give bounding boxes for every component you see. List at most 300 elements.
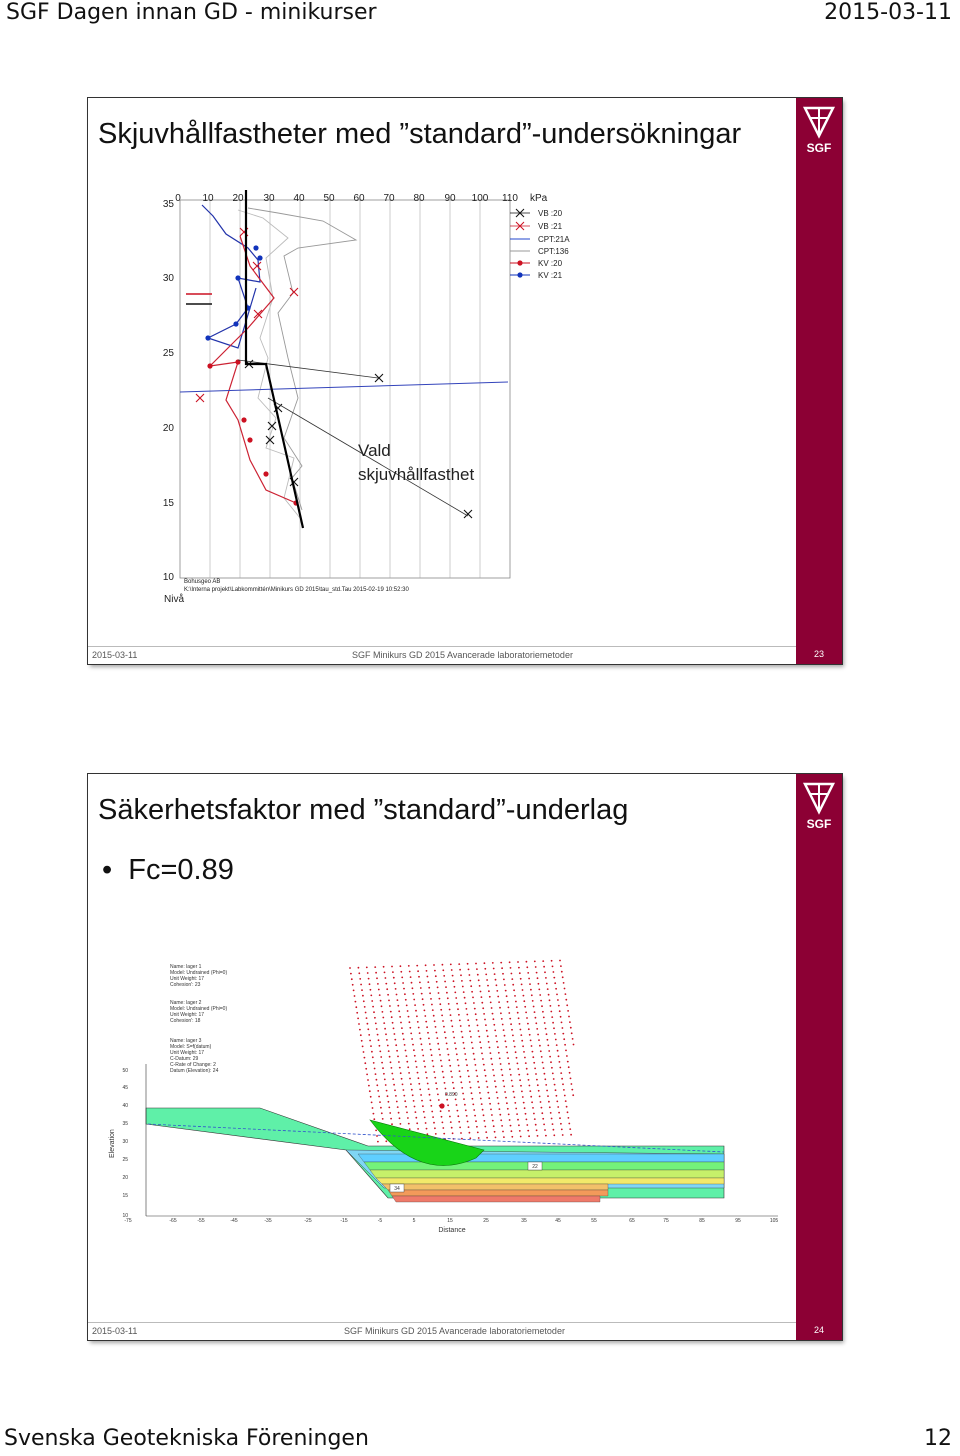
grid-dot [388, 1000, 390, 1002]
grid-dot [399, 1016, 401, 1018]
grid-dot [558, 1005, 560, 1007]
grid-dot [532, 1107, 534, 1109]
grid-dot [555, 1039, 557, 1041]
grid-dot [544, 1129, 546, 1131]
grid-dot [559, 1067, 561, 1069]
grid-dot [511, 1136, 513, 1138]
grid-dot [377, 983, 379, 985]
grid-dot [398, 1112, 400, 1114]
grid-dot [423, 1004, 425, 1006]
grid-dot [475, 1064, 477, 1066]
grid-dot [450, 1121, 452, 1123]
grid-dot [450, 964, 452, 966]
grid-dot [514, 1102, 516, 1104]
grid-dot [509, 961, 511, 963]
grid-dot [379, 1051, 381, 1053]
grid-dot [467, 963, 469, 965]
grid-dot [366, 1017, 368, 1019]
grid-dot [403, 1089, 405, 1091]
grid-dot [506, 1102, 508, 1104]
grid-dot [521, 1040, 523, 1042]
grid-dot [387, 994, 389, 996]
grid-dot [508, 1063, 510, 1065]
grid-dot [437, 1043, 439, 1045]
svg-text:25: 25 [483, 1218, 489, 1224]
grid-dot [448, 1059, 450, 1061]
grid-dot [495, 979, 497, 981]
grid-dot [434, 1020, 436, 1022]
grid-dot [459, 969, 461, 971]
grid-dot [520, 1034, 522, 1036]
grid-dot [409, 971, 411, 973]
grid-dot [524, 1057, 526, 1059]
grid-dot [395, 988, 397, 990]
stability-model [88, 774, 796, 1314]
grid-dot [490, 1002, 492, 1004]
grid-dot [509, 1018, 511, 1020]
grid-dot [517, 961, 519, 963]
grid-dot [561, 1129, 563, 1131]
grid-dot [447, 1048, 449, 1050]
grid-dot [498, 1103, 500, 1105]
grid-dot [478, 1036, 480, 1038]
slide-footer-text: SGF Minikurs GD 2015 Avancerade laboratoriemetoder [344, 1326, 565, 1336]
grid-dot [480, 991, 482, 993]
legend [510, 209, 570, 280]
grid-dot [383, 1073, 385, 1075]
svg-text:45: 45 [555, 1218, 561, 1224]
grid-dot [573, 1044, 575, 1046]
grid-dot [541, 1056, 543, 1058]
grid-dot [507, 1001, 509, 1003]
grid-dot [464, 997, 466, 999]
grid-dot [525, 1113, 527, 1115]
grid-dot [370, 1096, 372, 1098]
grid-dot [458, 1121, 460, 1123]
grid-dot [417, 1072, 419, 1074]
x-tick: 50 [323, 193, 335, 204]
grid-dot [561, 971, 563, 973]
point-label: 22 [532, 1164, 538, 1170]
grid-dot [449, 1116, 451, 1118]
grid-dot [467, 1019, 469, 1021]
grid-dot [521, 1091, 523, 1093]
grid-dot [556, 994, 558, 996]
grid-dot [376, 977, 378, 979]
grid-dot [524, 1107, 526, 1109]
layer3-line: Datum (Elevation): 24 [170, 1068, 219, 1074]
grid-dot [406, 1005, 408, 1007]
legend-item: KV :20 [538, 259, 563, 268]
grid-dot [500, 1012, 502, 1014]
grid-dot [399, 1117, 401, 1119]
grid-dot [418, 976, 420, 978]
grid-dot [451, 1025, 453, 1027]
grid-dot [477, 1081, 479, 1083]
grid-dot [541, 1005, 543, 1007]
grid-dot [422, 998, 424, 1000]
grid-dot [512, 984, 514, 986]
grid-dot [381, 1112, 383, 1114]
grid-dot [500, 1063, 502, 1065]
grid-dot [557, 999, 559, 1001]
grid-dot [370, 989, 372, 991]
grid-dot [530, 1040, 532, 1042]
svg-text:10: 10 [122, 1213, 128, 1219]
grid-dot [547, 1045, 549, 1047]
grid-dot [362, 995, 364, 997]
grid-dot [468, 1076, 470, 1078]
grid-dot [550, 1061, 552, 1063]
grid-dot [532, 1056, 534, 1058]
grid-dot [500, 1119, 502, 1121]
grid-dot [545, 1084, 547, 1086]
grid-dot [391, 966, 393, 968]
grid-dot [367, 972, 369, 974]
grid-dot [353, 990, 355, 992]
grid-dot [536, 972, 538, 974]
grid-dot [514, 1046, 516, 1048]
layer-info [170, 964, 227, 1074]
grid-dot [433, 1071, 435, 1073]
grid-dot [398, 1061, 400, 1063]
layer2-line: Cohesion': 18 [170, 1018, 201, 1024]
grid-dot [444, 1031, 446, 1033]
grid-dot [488, 1041, 490, 1043]
grid-dot [472, 1104, 474, 1106]
grid-dot [365, 1068, 367, 1070]
grid-dot [545, 1135, 547, 1137]
grid-dot [528, 1028, 530, 1030]
annotation-line2: skjuvhållfasthet [358, 465, 475, 484]
grid-dot [543, 1124, 545, 1126]
grid-dot [429, 1043, 431, 1045]
grid-dot [552, 966, 554, 968]
grid-dot [435, 1133, 437, 1135]
grid-dot [439, 1054, 441, 1056]
grid-dot [490, 1109, 492, 1111]
grid-dot [372, 1056, 374, 1058]
grid-dot [373, 1011, 375, 1013]
grid-dot [462, 1036, 464, 1038]
sgf-logo-icon [799, 102, 839, 158]
slide-page-number: 24 [796, 1322, 842, 1338]
grid-dot [416, 965, 418, 967]
grid-dot [386, 1090, 388, 1092]
grid-dot [482, 1109, 484, 1111]
grid-dot [442, 969, 444, 971]
grid-dot [426, 1077, 428, 1079]
grid-dot [470, 1087, 472, 1089]
grid-dot [469, 1081, 471, 1083]
grid-dot [418, 1027, 420, 1029]
grid-dot [567, 1111, 569, 1113]
grid-dot [476, 968, 478, 970]
grid-dot [469, 980, 471, 982]
grid-dot [407, 1010, 409, 1012]
grid-dot [526, 966, 528, 968]
grid-dot [531, 994, 533, 996]
grid-dot [516, 1006, 518, 1008]
layer3-line: Unit Weight: 17 [170, 1050, 205, 1056]
grid-dot [396, 1050, 398, 1052]
grid-dot [555, 988, 557, 990]
grid-dot [520, 978, 522, 980]
grid-dot [413, 1049, 415, 1051]
y-ticks [122, 1068, 128, 1219]
grid-dot [499, 1108, 501, 1110]
grid-dot [372, 1107, 374, 1109]
grid-dot [553, 971, 555, 973]
grid-dot [369, 983, 371, 985]
grid-dot [494, 1030, 496, 1032]
grid-dot [443, 1076, 445, 1078]
grid-dot [425, 1021, 427, 1023]
grid-dot [517, 1068, 519, 1070]
legend-item: CPT:136 [538, 247, 569, 256]
grid-dot [534, 1011, 536, 1013]
grid-dot [419, 982, 421, 984]
grid-dot [361, 989, 363, 991]
grid-dot [442, 1020, 444, 1022]
grid-dot [381, 1062, 383, 1064]
grid-dot [468, 969, 470, 971]
x-tick: 0 [175, 193, 181, 204]
slide-24 [88, 774, 842, 1340]
grid-dot [489, 1103, 491, 1105]
svg-text:65: 65 [629, 1218, 635, 1224]
grid-dot [428, 1088, 430, 1090]
grid-dot [486, 1137, 488, 1139]
grid-dot [473, 1002, 475, 1004]
grid-dot [453, 1087, 455, 1089]
grid-dot [477, 1132, 479, 1134]
grid-dot [415, 1061, 417, 1063]
kv-20-points [207, 359, 298, 505]
grid-dot [561, 1078, 563, 1080]
grid-dot [384, 1028, 386, 1030]
grid-dot [379, 1045, 381, 1047]
grid-dot [437, 1094, 439, 1096]
grid-dot [465, 1109, 467, 1111]
grid-dot [375, 1073, 377, 1075]
grid-dot [401, 1078, 403, 1080]
grid-dot [551, 1118, 553, 1120]
grid-dot [369, 1090, 371, 1092]
grid-dot [559, 1117, 561, 1119]
info-line2: K:\Interna projekt\Labkommittén\Minikurs GD 2015\tau_std.Tau 2015-02-19 10:52:30 [184, 587, 409, 593]
grid-dot [518, 967, 520, 969]
grid-dot [511, 978, 513, 980]
grid-dot [442, 964, 444, 966]
grid-dot [380, 1000, 382, 1002]
grid-dot [543, 966, 545, 968]
grid-dot [550, 1005, 552, 1007]
grid-dot [367, 1023, 369, 1025]
grid-dot [538, 1039, 540, 1041]
grid-dot [480, 1098, 482, 1100]
grid-dot [519, 972, 521, 974]
grid-dot [414, 1106, 416, 1108]
grid-dot [358, 967, 360, 969]
grid-dot [406, 1112, 408, 1114]
grid-dot [557, 1050, 559, 1052]
grid-dot [547, 1095, 549, 1097]
grid-dot [368, 1034, 370, 1036]
svg-text:45: 45 [122, 1085, 128, 1091]
grid-dot [436, 1032, 438, 1034]
grid-dot [513, 989, 515, 991]
grid-dot [557, 1106, 559, 1108]
grid-dot [566, 1055, 568, 1057]
grid-dot [442, 1127, 444, 1129]
y-tick: 10 [162, 572, 174, 583]
grid-dot [478, 1086, 480, 1088]
grid-dot [423, 1060, 425, 1062]
grid-dot [457, 1115, 459, 1117]
grid-dot [460, 974, 462, 976]
grid-dot [371, 1000, 373, 1002]
grid-dot [374, 966, 376, 968]
grid-dot [535, 966, 537, 968]
grid-dot [389, 1056, 391, 1058]
grid-dot [542, 1062, 544, 1064]
grid-dot [441, 1116, 443, 1118]
grid-dot [493, 1125, 495, 1127]
y-tick: 20 [162, 423, 174, 434]
grid-dot [466, 1008, 468, 1010]
grid-dot [401, 1027, 403, 1029]
grid-dot [475, 1120, 477, 1122]
grid-dot [390, 1011, 392, 1013]
grid-dot [548, 1101, 550, 1103]
grid-dot [476, 1126, 478, 1128]
grid-dot [472, 1047, 474, 1049]
grid-dot [433, 1122, 435, 1124]
grid-dot [400, 965, 402, 967]
grid-dot [485, 1131, 487, 1133]
layer2-line: Model: Undrained (Phi=0) [170, 1006, 228, 1012]
grid-dot [370, 1045, 372, 1047]
grid-dot [436, 1088, 438, 1090]
y-tick: 30 [162, 273, 174, 284]
grid-dot [451, 1076, 453, 1078]
grid-dot [503, 1136, 505, 1138]
grid-dot [558, 1112, 560, 1114]
grid-dot [537, 1135, 539, 1137]
grid-dot [554, 982, 556, 984]
grid-dot [385, 1033, 387, 1035]
grid-dot [447, 1104, 449, 1106]
grid-dot [460, 1076, 462, 1078]
grid-dot [454, 1042, 456, 1044]
grid-dot [565, 1050, 567, 1052]
grid-dot [478, 1030, 480, 1032]
grid-dot [388, 1050, 390, 1052]
grid-dot [466, 1014, 468, 1016]
grid-dot [548, 994, 550, 996]
layer3-line: Name: lager 3 [170, 1038, 202, 1044]
grid-dot [568, 1117, 570, 1119]
grid-dot [446, 992, 448, 994]
grid-dot [427, 981, 429, 983]
grid-dot [414, 1004, 416, 1006]
grid-dot [417, 1128, 419, 1130]
grid-dot [455, 1099, 457, 1101]
grid-dot [406, 1055, 408, 1057]
grid-dot [455, 997, 457, 999]
grid-dot [494, 1080, 496, 1082]
grid-dot [538, 989, 540, 991]
grid-dot [422, 1105, 424, 1107]
y-tick: 25 [162, 348, 174, 359]
grid-dot [415, 1117, 417, 1119]
grid-dot [433, 964, 435, 966]
grid-dot [543, 1017, 545, 1019]
grid-dot [438, 1048, 440, 1050]
grid-dot [444, 1082, 446, 1084]
grid-dot [404, 993, 406, 995]
grid-dot [558, 1055, 560, 1057]
grid-dot [485, 1024, 487, 1026]
grid-dot [516, 1057, 518, 1059]
grid-dot [534, 1118, 536, 1120]
grid-dot [496, 990, 498, 992]
grid-dot [367, 1079, 369, 1081]
grid-dot [356, 1012, 358, 1014]
grid-dot [568, 1066, 570, 1068]
grid-dot [400, 1072, 402, 1074]
grid-dot [443, 1026, 445, 1028]
grid-dot [435, 975, 437, 977]
grid-dot [456, 1104, 458, 1106]
grid-dot [518, 1017, 520, 1019]
grid-dot [547, 1039, 549, 1041]
grid-dot [564, 1044, 566, 1046]
grid-dot [384, 972, 386, 974]
annotation-line1: Vald [358, 441, 391, 460]
grid-dot [364, 1062, 366, 1064]
grid-dot [534, 1068, 536, 1070]
x-tick: 110 [502, 193, 518, 204]
grid-dot [569, 1072, 571, 1074]
grid-dot [380, 1107, 382, 1109]
layer1-line: Cohesion': 23 [170, 982, 201, 988]
grid-dot [572, 1094, 574, 1096]
grid-dot [546, 1090, 548, 1092]
grid-dot [387, 1095, 389, 1097]
grid-dot [475, 1013, 477, 1015]
grid-dot [537, 977, 539, 979]
grid-dot [570, 1027, 572, 1029]
grid-dot [393, 1028, 395, 1030]
grid-dot [424, 1010, 426, 1012]
grid-dot [505, 1097, 507, 1099]
grid-dot [560, 1016, 562, 1018]
grid-dot [380, 1056, 382, 1058]
x-tick: 100 [471, 193, 489, 204]
bullet-dot: • [102, 854, 129, 886]
grid-dot [516, 1113, 518, 1115]
grid-dot [498, 1052, 500, 1054]
grid-dot [445, 986, 447, 988]
grid-dot [355, 1006, 357, 1008]
grid-dot [378, 1096, 380, 1098]
grid-dot [456, 1003, 458, 1005]
x-tick: 30 [263, 193, 275, 204]
grid-dot [433, 1015, 435, 1017]
grid-dot [451, 1020, 453, 1022]
